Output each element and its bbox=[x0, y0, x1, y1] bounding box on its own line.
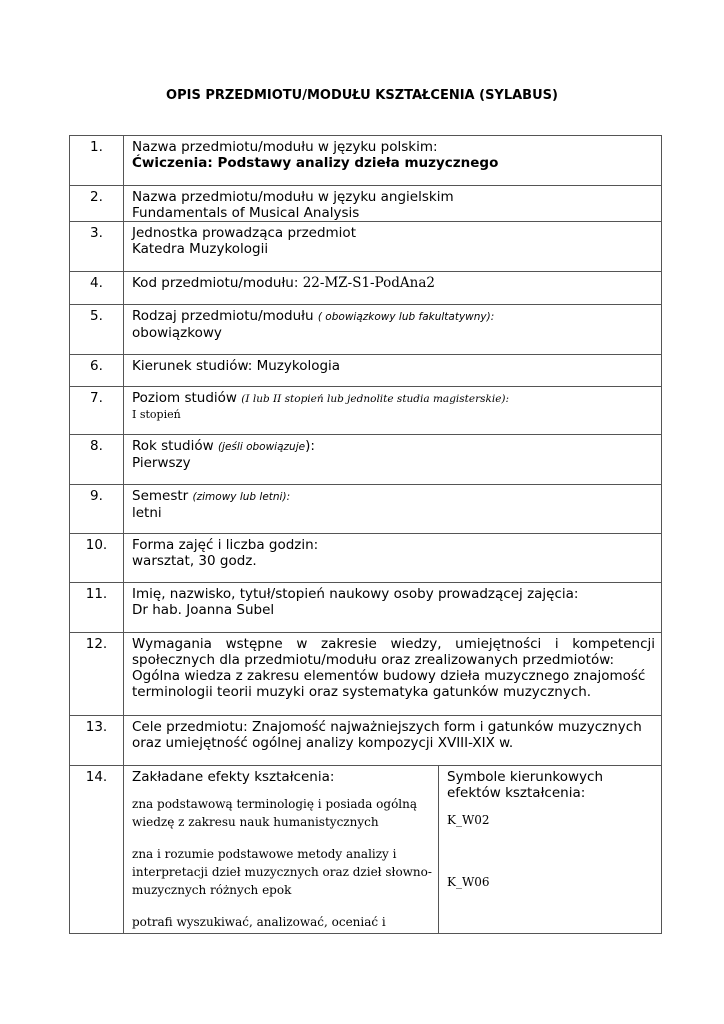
course-name-en: Fundamentals of Musical Analysis bbox=[132, 205, 360, 221]
row-number: 4. bbox=[70, 272, 124, 305]
symbols-header: Symbole kierunkowych efektów kształcenia: bbox=[447, 769, 604, 801]
course-name-pl: Ćwiczenia: Podstawy analizy dzieła muzycznego bbox=[132, 155, 499, 171]
row-content bbox=[124, 534, 662, 583]
row-label: Nazwa przedmiotu/modułu w języku angielskim bbox=[132, 189, 454, 205]
row-content bbox=[124, 136, 662, 186]
class-form: warsztat, 30 godz. bbox=[132, 553, 257, 569]
semester: letni bbox=[132, 505, 162, 521]
row-hint: ( obowiązkowy lub fakultatywny) bbox=[317, 311, 491, 323]
table-row bbox=[70, 633, 662, 716]
field-of-study: Kierunek studiów: Muzykologia bbox=[132, 358, 341, 374]
table-row bbox=[70, 387, 662, 435]
row-content bbox=[124, 222, 662, 272]
row-number: 7. bbox=[70, 387, 124, 435]
effect-item: zna i rozumie podstawowe metody analizy i interpretacji dzieł muzycznych oraz dzieł słowno-muzycznych różnych epok bbox=[132, 847, 432, 897]
row-hint-suffix: ): bbox=[305, 438, 315, 454]
row-label: Jednostka prowadząca przedmiot bbox=[132, 225, 356, 241]
table-row bbox=[70, 583, 662, 633]
row-label: Imię, nazwisko, tytuł/stopień naukowy osoby prowadzącej zajęcia: bbox=[132, 586, 579, 602]
row-content bbox=[124, 435, 662, 485]
study-year: Pierwszy bbox=[132, 455, 191, 471]
row-content bbox=[124, 485, 662, 534]
row-hint-suffix: : bbox=[286, 491, 291, 503]
row-label: Semestr bbox=[132, 488, 189, 504]
effect-symbol: K_W06 bbox=[447, 875, 490, 889]
instructor: Dr hab. Joanna Subel bbox=[132, 602, 275, 618]
table-row bbox=[70, 186, 662, 222]
table-row bbox=[70, 136, 662, 186]
row-label: Rodzaj przedmiotu/modułu bbox=[132, 308, 314, 324]
row-number: 5. bbox=[70, 305, 124, 355]
row-number: 9. bbox=[70, 485, 124, 534]
table-row bbox=[70, 435, 662, 485]
row-hint: (I lub II stopień lub jednolite studia magisterskie) bbox=[241, 393, 506, 405]
row-label: Rok studiów bbox=[132, 438, 214, 454]
syllabus-table bbox=[69, 135, 662, 934]
row-number: 13. bbox=[70, 716, 124, 766]
department: Katedra Muzykologii bbox=[132, 241, 269, 257]
course-type: obowiązkowy bbox=[132, 325, 222, 341]
table-row bbox=[70, 766, 662, 934]
row-hint-suffix: : bbox=[490, 311, 495, 323]
row-content bbox=[124, 355, 662, 387]
effects-column bbox=[124, 766, 439, 933]
row-content bbox=[124, 583, 662, 633]
row-label: Poziom studiów bbox=[132, 390, 237, 406]
table-row bbox=[70, 716, 662, 766]
row-number: 11. bbox=[70, 583, 124, 633]
effect-symbol: K_W02 bbox=[447, 813, 490, 827]
prerequisites: Ogólna wiedza z zakresu elementów budowy dzieła muzycznego znajomość terminologii teorii muzyki oraz systematyka gatunków muzycznych. bbox=[132, 668, 646, 700]
row-label: Kod przedmiotu/modułu: bbox=[132, 275, 299, 291]
row-content bbox=[124, 186, 662, 222]
row-content bbox=[124, 272, 662, 305]
table-row bbox=[70, 485, 662, 534]
table-row bbox=[70, 355, 662, 387]
row-content bbox=[124, 716, 662, 766]
row-hint-suffix: : bbox=[505, 393, 510, 405]
effect-item: potrafi wyszukiwać, analizować, oceniać i bbox=[132, 915, 386, 929]
row-number: 10. bbox=[70, 534, 124, 583]
course-code: 22-MZ-S1-PodAna2 bbox=[302, 275, 436, 291]
table-row bbox=[70, 305, 662, 355]
study-level: I stopień bbox=[132, 408, 181, 421]
row-hint: (zimowy lub letni) bbox=[192, 491, 287, 503]
symbols-column bbox=[439, 766, 661, 933]
effect-item: zna podstawową terminologię i posiada ogólną wiedzę z zakresu nauk humanistycznych bbox=[132, 797, 418, 829]
table-row bbox=[70, 534, 662, 583]
table-row bbox=[70, 222, 662, 272]
document-title: OPIS PRZEDMIOTU/MODUŁU KSZTAŁCENIA (SYLABUS) bbox=[166, 88, 558, 103]
row-number: 14. bbox=[70, 766, 124, 934]
row-label: Zakładane efekty kształcenia: bbox=[132, 769, 335, 785]
row-label: Nazwa przedmiotu/modułu w języku polskim: bbox=[132, 139, 438, 155]
row-hint: (jeśli obowiązuje bbox=[217, 441, 306, 453]
row-content bbox=[124, 766, 662, 934]
row-number: 3. bbox=[70, 222, 124, 272]
row-label: Wymagania wstępne w zakresie wiedzy, umiejętności i kompetencji społecznych dla przedmiotu/modułu oraz zrealizowanych przedmiotów: bbox=[132, 636, 655, 668]
row-content bbox=[124, 305, 662, 355]
row-content bbox=[124, 633, 662, 716]
row-number: 1. bbox=[70, 136, 124, 186]
row-number: 2. bbox=[70, 186, 124, 222]
row-number: 8. bbox=[70, 435, 124, 485]
row-number: 6. bbox=[70, 355, 124, 387]
row-number: 12. bbox=[70, 633, 124, 716]
row-content bbox=[124, 387, 662, 435]
course-objectives: Cele przedmiotu: Znajomość najważniejszych form i gatunków muzycznych oraz umiejętność ogólnej analizy kompozycji XVIII-XIX w. bbox=[132, 719, 642, 751]
row-label: Forma zajęć i liczba godzin: bbox=[132, 537, 319, 553]
table-row bbox=[70, 272, 662, 305]
